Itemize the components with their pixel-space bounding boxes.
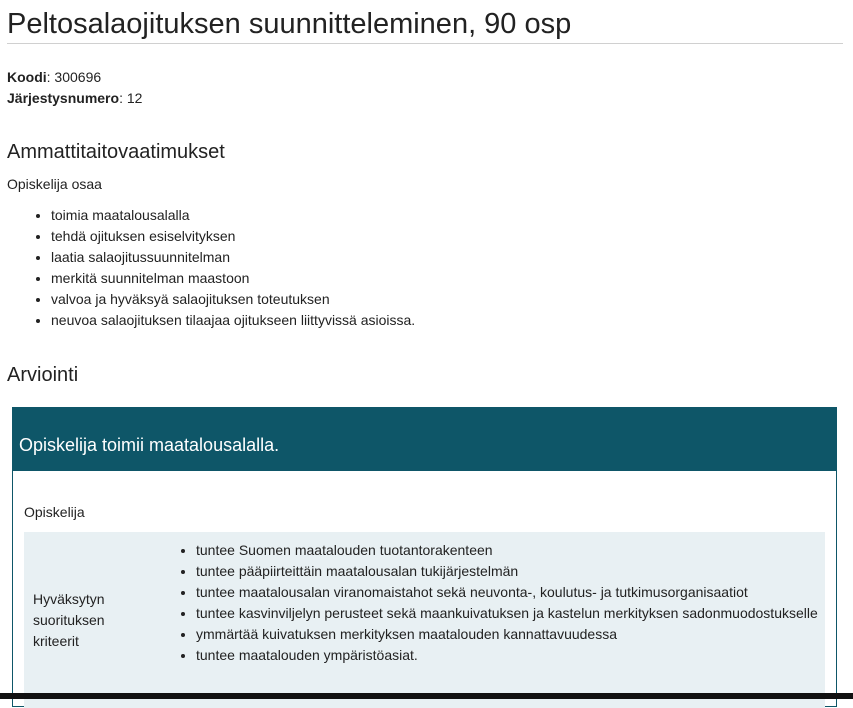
list-item: • valvoa ja hyväksyä salaojituksen toteutuksen <box>51 289 415 310</box>
assessment-card <box>12 407 837 707</box>
code-value: : 300696 <box>46 69 102 85</box>
meta-info <box>7 67 142 109</box>
card-subtitle: Opiskelija <box>24 503 825 533</box>
list-item: • laatia salaojitussuunnitelman <box>51 247 415 268</box>
order-value: : 12 <box>119 90 143 106</box>
card-title: Opiskelija toimii maatalousalalla. <box>13 408 836 471</box>
criteria-list-cell <box>174 532 825 708</box>
criteria-list <box>174 532 825 666</box>
requirements-heading: Ammattitaitovaatimukset <box>7 141 225 163</box>
list-item: • ymmärtää kuivatuksen merkityksen maatalouden kannattavuudessa <box>196 624 825 645</box>
list-item: • tuntee Suomen maatalouden tuotantorakenteen <box>196 540 825 561</box>
list-item: • toimia maatalousalalla <box>51 205 415 226</box>
code-label: Koodi <box>7 69 47 85</box>
list-item: • merkitä suunnitelman maastoon <box>51 268 415 289</box>
assessment-heading: Arviointi <box>7 364 79 386</box>
requirements-list <box>7 205 415 331</box>
list-item: • tuntee maatalouden ympäristöasiat. <box>196 645 825 666</box>
list-item: • tuntee kasvinviljelyn perusteet sekä maankuivatuksen ja kastelun merkityksen sadonmuodostukselle <box>196 603 825 624</box>
requirements-intro: Opiskelija osaa <box>7 176 102 192</box>
list-item: • neuvoa salaojituksen tilaajaa ojitukseen liittyvissä asioissa. <box>51 310 415 331</box>
list-item: • tuntee maatalousalan viranomaistahot sekä neuvonta-, koulutus- ja tutkimusorganisaatiot <box>196 582 825 603</box>
list-item: • tuntee pääpiirteittäin maatalousalan tukijärjestelmän <box>196 561 825 582</box>
order-label: Järjestysnumero <box>7 90 120 106</box>
criteria-row <box>24 532 825 708</box>
page-title: Peltosalaojituksen suunnitteleminen, 90 osp <box>7 6 843 44</box>
list-item: • tehdä ojituksen esiselvityksen <box>51 226 415 247</box>
bottom-edge <box>0 693 853 699</box>
criteria-label: Hyväksytyn suorituksen kriteerit <box>33 590 105 649</box>
code-row <box>7 67 142 88</box>
criteria-label-cell <box>24 532 174 708</box>
order-row <box>7 88 142 109</box>
